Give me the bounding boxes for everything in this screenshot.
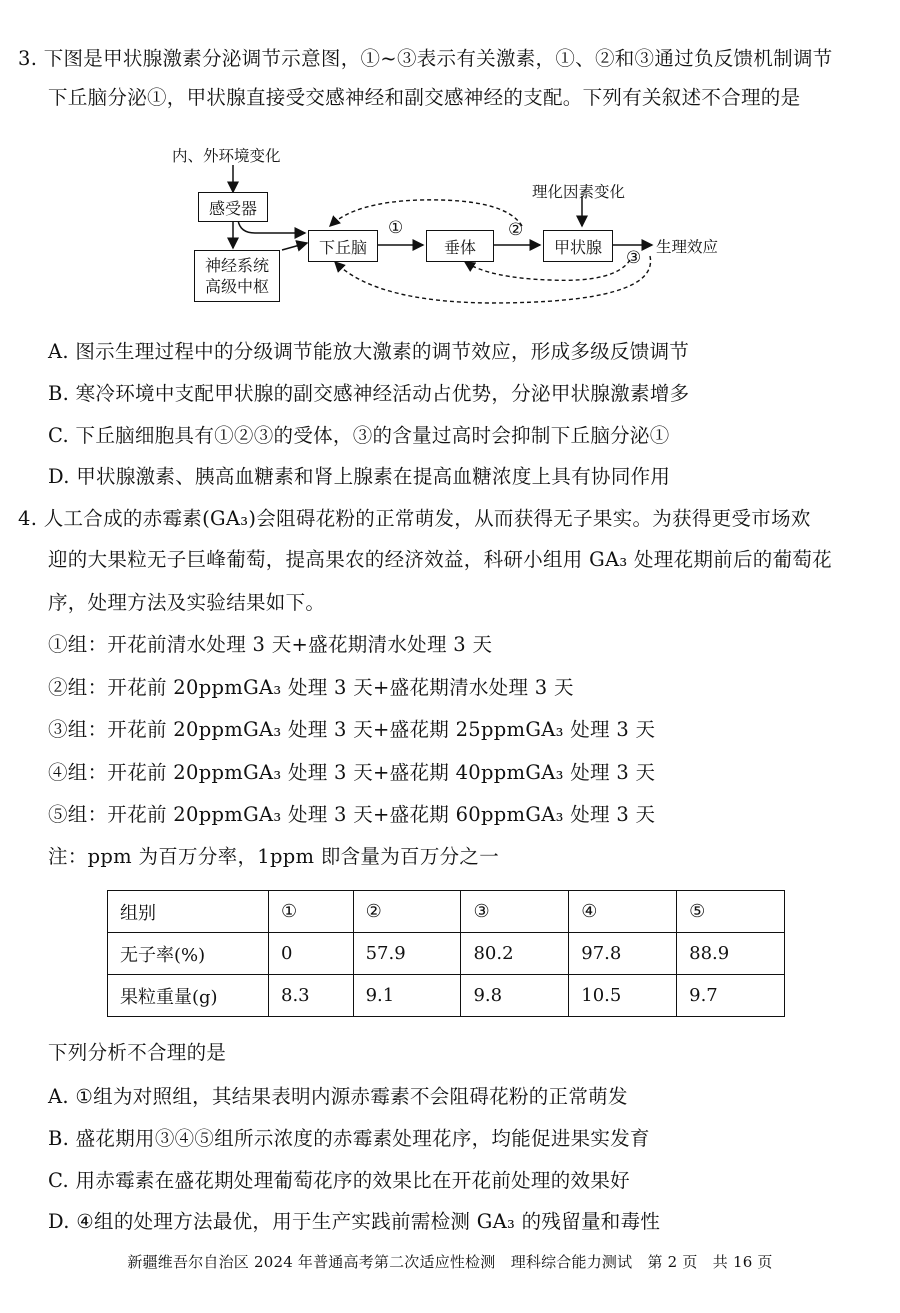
table-cell: 果粒重量(g) (108, 975, 269, 1017)
hormone-1-marker: ① (388, 218, 404, 238)
q4-group-3: ③组：开花前 20ppmGA₃ 处理 3 天+盛花期 25ppmGA₃ 处理 3 天 (48, 718, 656, 741)
table-cell: 9.1 (353, 975, 461, 1017)
table-cell: 9.7 (677, 975, 785, 1017)
receptor-box: 感受器 (198, 192, 268, 222)
hypothalamus-box: 下丘脑 (308, 230, 378, 262)
q3-option-c: C. 下丘脑细胞具有①②③的受体，③的含量过高时会抑制下丘脑分泌① (48, 424, 670, 447)
q4-note: 注：ppm 为百万分率，1ppm 即含量为百万分之一 (48, 845, 500, 868)
table-header-cell: ② (353, 891, 461, 933)
q4-stem-line-3: 序，处理方法及实验结果如下。 (48, 591, 326, 614)
table-cell: 无子率(%) (108, 933, 269, 975)
results-table (107, 890, 785, 1017)
q4-option-d: D. ④组的处理方法最优，用于生产实践前需检测 GA₃ 的残留量和毒性 (48, 1210, 661, 1233)
table-cell: 9.8 (461, 975, 569, 1017)
table-row (108, 933, 785, 975)
q3-stem-line-1: 3. 下图是甲状腺激素分泌调节示意图，①~③表示有关激素，①、②和③通过负反馈机制调节 (18, 47, 833, 70)
table-cell: 80.2 (461, 933, 569, 975)
q4-option-a: A. ①组为对照组，其结果表明内源赤霉素不会阻碍花粉的正常萌发 (48, 1085, 628, 1108)
pituitary-box: 垂体 (426, 230, 494, 262)
hormone-3-marker: ③ (626, 248, 642, 268)
thyroid-box: 甲状腺 (543, 230, 613, 262)
table-cell: 57.9 (353, 933, 461, 975)
table-header-cell: ③ (461, 891, 569, 933)
q3-option-a: A. 图示生理过程中的分级调节能放大激素的调节效应，形成多级反馈调节 (48, 340, 690, 363)
q3-option-d: D. 甲状腺激素、胰高血糖素和肾上腺素在提高血糖浓度上具有协同作用 (48, 465, 671, 488)
table-header-cell: ④ (569, 891, 677, 933)
table-cell: 10.5 (569, 975, 677, 1017)
table-header-cell: ⑤ (677, 891, 785, 933)
table-cell: 88.9 (677, 933, 785, 975)
table-cell: 0 (269, 933, 354, 975)
q4-group-2: ②组：开花前 20ppmGA₃ 处理 3 天+盛花期清水处理 3 天 (48, 676, 574, 699)
q3-option-b: B. 寒冷环境中支配甲状腺的副交感神经活动占优势，分泌甲状腺激素增多 (48, 382, 690, 405)
q4-group-1: ①组：开花前清水处理 3 天+盛花期清水处理 3 天 (48, 633, 493, 656)
q4-option-b: B. 盛花期用③④⑤组所示浓度的赤霉素处理花序，均能促进果实发育 (48, 1127, 650, 1150)
table-row (108, 975, 785, 1017)
physiological-effect-label: 生理效应 (656, 238, 719, 256)
q4-stem-line-1: 4. 人工合成的赤霉素(GA₃)会阻碍花粉的正常萌发，从而获得无子果实。为获得更受市场欢 (18, 507, 811, 530)
table-cell: 97.8 (569, 933, 677, 975)
q3-stem-line-2: 下丘脑分泌①，甲状腺直接受交感神经和副交感神经的支配。下列有关叙述不合理的是 (48, 86, 801, 109)
page-footer: 新疆维吾尔自治区 2024 年普通高考第二次适应性检测 理科综合能力测试 第 2 页 共 16 页 (127, 1253, 773, 1271)
q4-stem-line-2: 迎的大果粒无子巨峰葡萄，提高果农的经济效益，科研小组用 GA₃ 处理花期前后的葡萄花 (48, 548, 832, 571)
nerve-center-box: 神经系统 高级中枢 (194, 250, 280, 302)
q4-option-c: C. 用赤霉素在盛花期处理葡萄花序的效果比在开花前处理的效果好 (48, 1169, 630, 1192)
table-cell: 8.3 (269, 975, 354, 1017)
table-header-cell: ① (269, 891, 354, 933)
physchem-change-label: 理化因素变化 (532, 183, 626, 201)
table-header-cell: 组别 (108, 891, 269, 933)
thyroid-regulation-diagram (160, 138, 760, 308)
hormone-2-marker: ② (508, 220, 524, 240)
env-change-label: 内、外环境变化 (172, 147, 281, 165)
q4-question: 下列分析不合理的是 (48, 1041, 227, 1064)
q4-group-5: ⑤组：开花前 20ppmGA₃ 处理 3 天+盛花期 60ppmGA₃ 处理 3 天 (48, 803, 656, 826)
q4-group-4: ④组：开花前 20ppmGA₃ 处理 3 天+盛花期 40ppmGA₃ 处理 3 天 (48, 761, 656, 784)
table-header-row (108, 891, 785, 933)
